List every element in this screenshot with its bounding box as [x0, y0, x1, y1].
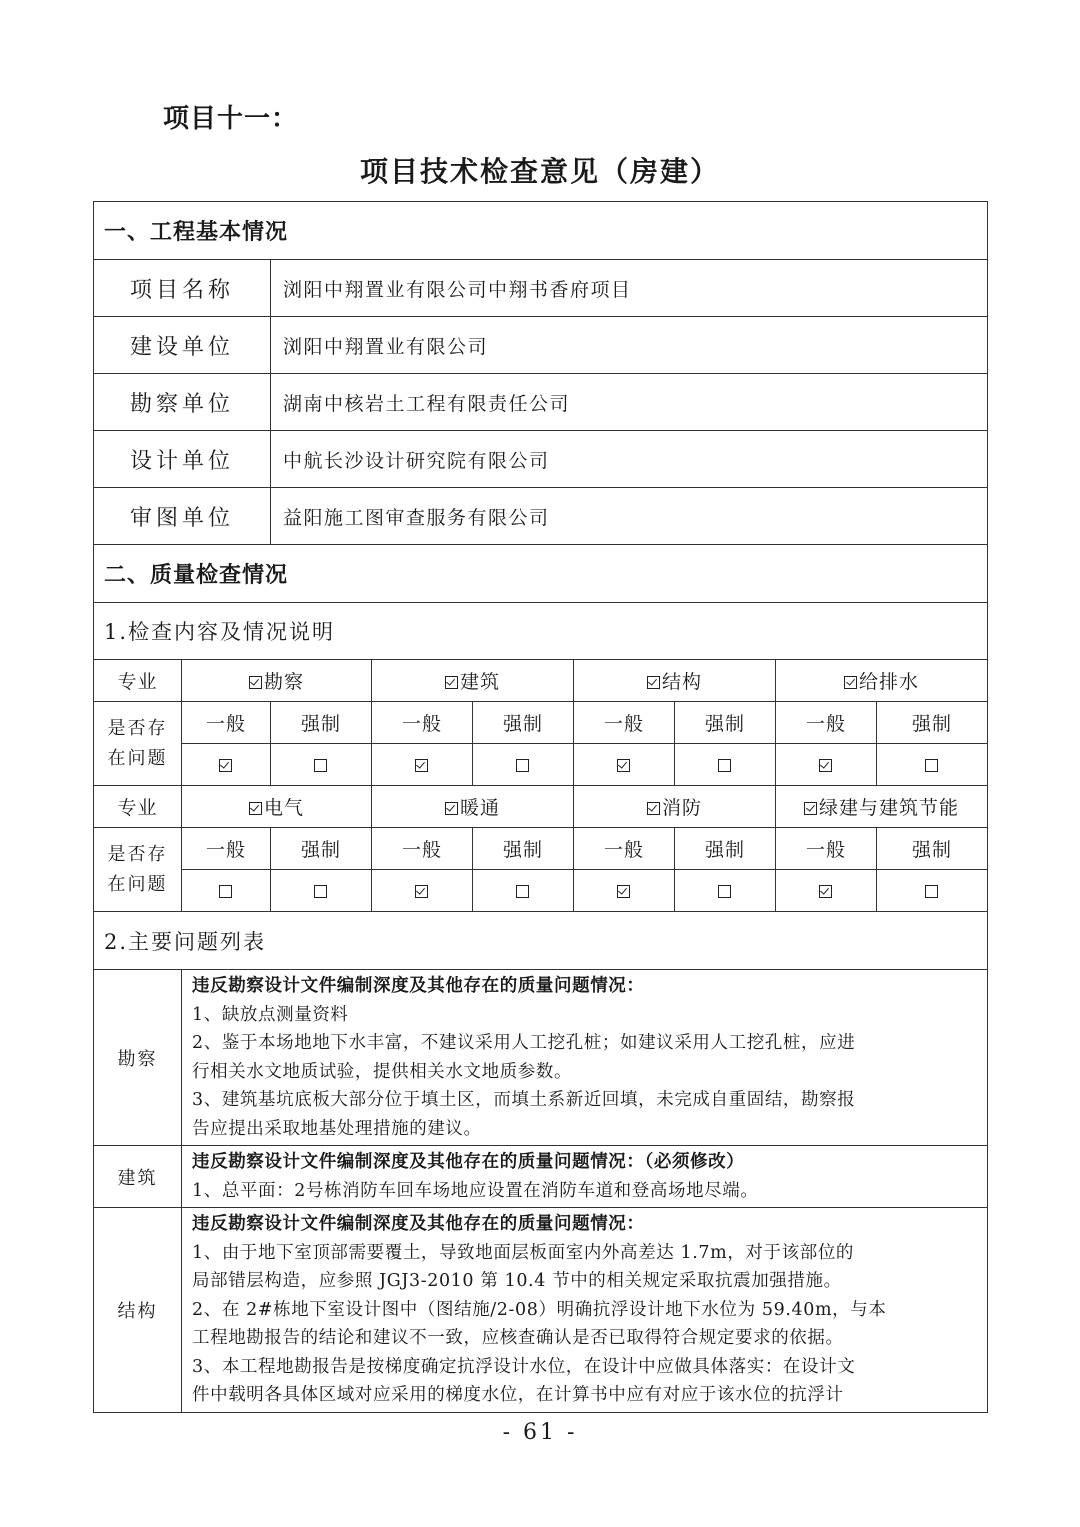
- mandatory-label: 强制: [271, 828, 372, 870]
- problem-line: 告应提出采取地基处理措施的建议。: [192, 1118, 482, 1139]
- problem-heading: 违反勘察设计文件编制深度及其他存在的质量问题情况：: [192, 976, 645, 996]
- discipline-cell: 消防: [574, 786, 776, 828]
- problem-row: [94, 970, 988, 1146]
- problem-line: 件中载明各具体区域对应采用的梯度水位，在计算书中应有对应于该水位的抗浮计: [192, 1385, 844, 1405]
- subsection-check-content: 1.检查内容及情况说明: [94, 603, 988, 660]
- info-value: 益阳施工图审查服务有限公司: [271, 488, 988, 545]
- document-title: 项目技术检查意见（房建）: [359, 155, 720, 188]
- discipline-cell: 结构: [574, 660, 776, 702]
- info-label: 勘察单位: [94, 374, 271, 431]
- discipline-cell: 绿建与建筑节能: [776, 786, 988, 828]
- checkbox-checked-icon: [445, 676, 458, 689]
- mandatory-label: 强制: [473, 828, 574, 870]
- problem-row: [94, 1146, 988, 1208]
- general-label: 一般: [182, 702, 271, 744]
- problem-line: 3、建筑基坑底板大部分位于填土区，而填土系新近回填，未完成自重固结，勘察报: [192, 1090, 856, 1110]
- problem-category: 勘察: [94, 970, 182, 1146]
- discipline-cell: 暖通: [372, 786, 574, 828]
- problem-content: [182, 1146, 988, 1208]
- general-label: 一般: [372, 702, 473, 744]
- problem-line: 工程地勘报告的结论和建议不一致，应核查确认是否已取得符合规定要求的依据。: [192, 1328, 844, 1348]
- issue-label: 是否存 在问题: [94, 828, 182, 912]
- problem-category: 建筑: [94, 1146, 182, 1208]
- general-label: 一般: [182, 828, 271, 870]
- mandatory-label: 强制: [877, 702, 988, 744]
- problem-line: 2、鉴于本场地地下水丰富，不建议采用人工挖孔桩；如建议采用人工挖孔桩，应进: [192, 1033, 856, 1053]
- info-label: 设计单位: [94, 431, 271, 488]
- page-number: - 61 -: [502, 1420, 578, 1445]
- problem-line: 局部错层构造，应参照 JGJ3-2010 第 10.4 节中的相关规定采取抗震加强措施。: [192, 1271, 842, 1291]
- problem-line: 1、总平面：2号栋消防车回车场地应设置在消防车道和登高场地尽端。: [192, 1180, 759, 1201]
- mandatory-label: 强制: [675, 828, 776, 870]
- checkbox-checked-icon: [844, 676, 857, 689]
- problem-content: [182, 970, 988, 1146]
- issue-checkbox-row-1: [94, 744, 988, 786]
- general-label: 一般: [776, 828, 877, 870]
- general-label: 一般: [372, 828, 473, 870]
- checkbox-checked-icon: [219, 759, 232, 772]
- problem-category: 结构: [94, 1208, 182, 1413]
- checkbox-icon: [718, 885, 731, 898]
- checkbox-checked-icon: [819, 885, 832, 898]
- checkbox-checked-icon: [415, 885, 428, 898]
- checkbox-icon: [516, 885, 529, 898]
- checkbox-icon: [314, 759, 327, 772]
- info-value: 中航长沙设计研究院有限公司: [271, 431, 988, 488]
- info-value: 湖南中核岩土工程有限责任公司: [271, 374, 988, 431]
- problem-line: 2、在 2#栋地下室设计图中（图结施/2-08）明确抗浮设计地下水位为 59.40m，与本: [192, 1299, 887, 1320]
- problem-line: 3、本工程地勘报告是按梯度确定抗浮设计水位，在设计中应做具体落实：在设计文: [192, 1356, 856, 1377]
- general-label: 一般: [776, 702, 877, 744]
- discipline-label: 专业: [94, 660, 182, 702]
- problem-line: 行相关水文地质试验，提供相关水文地质参数。: [192, 1061, 573, 1082]
- mandatory-label: 强制: [675, 702, 776, 744]
- subsection-main-problems: 2.主要问题列表: [94, 912, 988, 970]
- checkbox-checked-icon: [819, 759, 832, 772]
- project-heading: 项目十一：: [163, 104, 299, 134]
- info-label: 建设单位: [94, 317, 271, 374]
- checkbox-icon: [314, 885, 327, 898]
- checkbox-checked-icon: [617, 759, 630, 772]
- discipline-row-2: [94, 786, 988, 828]
- general-label: 一般: [574, 702, 675, 744]
- general-label: 一般: [574, 828, 675, 870]
- discipline-cell: 建筑: [372, 660, 574, 702]
- section2-header: 二、质量检查情况: [94, 545, 988, 603]
- checkbox-checked-icon: [249, 802, 262, 815]
- discipline-cell: 给排水: [776, 660, 988, 702]
- problem-line: 1、由于地下室顶部需要覆土，导致地面层板面室内外高差达 1.7m，对于该部位的: [192, 1242, 855, 1263]
- checkbox-checked-icon: [445, 802, 458, 815]
- problem-heading: 违反勘察设计文件编制深度及其他存在的质量问题情况：（必须修改）: [192, 1152, 745, 1172]
- problem-heading: 违反勘察设计文件编制深度及其他存在的质量问题情况：: [192, 1214, 645, 1234]
- mandatory-label: 强制: [473, 702, 574, 744]
- problem-line: 1、缺放点测量资料: [192, 1004, 349, 1025]
- mandatory-label: 强制: [877, 828, 988, 870]
- problem-row: [94, 1208, 988, 1413]
- discipline-cell: 勘察: [182, 660, 372, 702]
- checkbox-checked-icon: [617, 885, 630, 898]
- checkbox-icon: [516, 759, 529, 772]
- discipline-label: 专业: [94, 786, 182, 828]
- info-value: 浏阳中翔置业有限公司中翔书香府项目: [271, 260, 988, 317]
- issue-checkbox-row-2: [94, 870, 988, 912]
- problem-content: [182, 1208, 988, 1413]
- issue-label: 是否存 在问题: [94, 702, 182, 786]
- info-value: 浏阳中翔置业有限公司: [271, 317, 988, 374]
- checkbox-checked-icon: [647, 802, 660, 815]
- checkbox-icon: [925, 759, 938, 772]
- mandatory-label: 强制: [271, 702, 372, 744]
- discipline-row-1: [94, 660, 988, 702]
- checkbox-icon: [219, 885, 232, 898]
- checkbox-checked-icon: [804, 802, 817, 815]
- checkbox-icon: [718, 759, 731, 772]
- inspection-table: [93, 201, 988, 1413]
- checkbox-icon: [925, 885, 938, 898]
- info-label: 审图单位: [94, 488, 271, 545]
- info-label: 项目名称: [94, 260, 271, 317]
- checkbox-checked-icon: [249, 676, 262, 689]
- checkbox-checked-icon: [647, 676, 660, 689]
- section1-header: 一、工程基本情况: [94, 202, 988, 260]
- discipline-cell: 电气: [182, 786, 372, 828]
- checkbox-checked-icon: [415, 759, 428, 772]
